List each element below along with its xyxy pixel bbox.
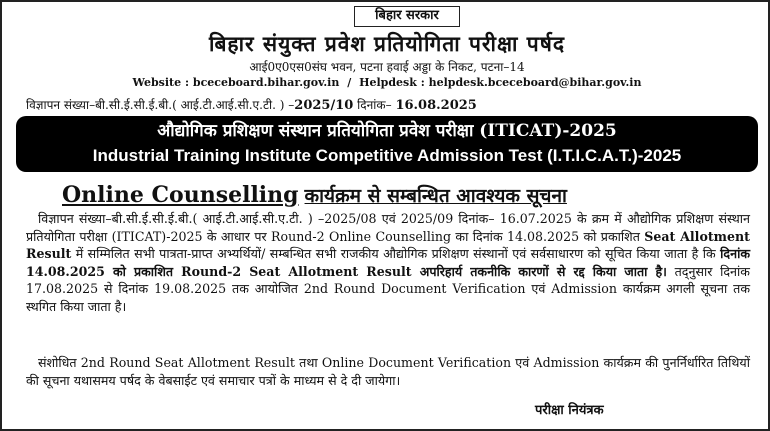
advt-number: 2025/10 <box>294 98 354 113</box>
board-name: बिहार संयुक्त प्रवेश प्रतियोगिता परीक्षा पर्षद <box>209 31 565 56</box>
helpdesk-label: Helpdesk : <box>359 76 425 89</box>
para1-bold-1: Seat Allotment Result <box>26 228 750 261</box>
para1-text-2: में सम्मिलित सभी पात्रता-प्राप्त अभ्यर्थियों/ सम्बन्धित सभी राजकीय औद्योगिक प्रशिक्षण संस्थानों एवं सर्वसाधारण को सूचित किया जाता है कि <box>71 246 721 261</box>
para1-bold-2: दिनांक 14.08.2025 को प्रकाशित Round-2 Seat Allotment Result अपरिहार्य तकनीकि कारणों से रद्द किया जाता है। <box>26 246 750 279</box>
notice-paragraph-1 <box>26 210 750 315</box>
para1-text-1: विज्ञापन संख्या–बी.सी.ई.सी.ई.बी.( आई.टी.आई.सी.ए.टी. ) –2025/08 एवं 2025/09 दिनांक– 16.07.2025 के क्रम में औद्योगिक प्रशिक्षण संस्थान प्रतियोगिता परीक्षा (ITICAT)-2025 के आधार पर Round-2 Online Counselling का दिनांक 14.08.2025 को प्रकाशित <box>26 211 750 244</box>
exam-title-banner <box>16 116 758 172</box>
notice-heading-english: Online Counselling <box>62 182 299 208</box>
para2-text: संशोधित 2nd Round Seat Allotment Result तथा Online Document Verification एवं Admission कार्यक्रम की पुनर्निर्धारित तिथियों की सूचना यथासमय पर्षद के वेबसाईट एवं समाचार पत्रों के माध्यम से दे दी जायेगा। <box>26 355 750 388</box>
contact-line <box>2 76 770 89</box>
advt-date: 16.08.2025 <box>395 98 477 113</box>
para1-text-3: तद्नुसार दिनांक 17.08.2025 से दिनांक 19.08.2025 तक आयोजित 2nd Round Document Verification एवं Admission कार्यक्रम अगली सूचना तक स्थगित किया जाता है। <box>26 263 750 314</box>
notice-paragraph-2 <box>26 354 750 389</box>
board-address: आई0ए0एस0संघ भवन, पटना हवाई अड्डा के निकट, पटना–14 <box>249 60 525 74</box>
banner-hindi-title: औद्योगिक प्रशिक्षण संस्थान प्रतियोगिता प्रवेश परीक्षा (ITICAT)-2025 <box>157 121 617 141</box>
notice-heading <box>62 182 567 208</box>
helpdesk-email[interactable]: helpdesk.bceceboard@bihar.gov.in <box>428 76 642 89</box>
government-label: बिहार सरकार <box>354 6 460 27</box>
advt-date-label: दिनांक– <box>357 98 392 112</box>
notice-heading-hindi: कार्यक्रम से सम्बन्धित आवश्यक सूचना <box>304 185 567 207</box>
banner-english-title: Industrial Training Institute Competitive Admission Test (I.T.I.C.A.T.)-2025 <box>92 146 682 165</box>
website-label: Website : <box>132 76 190 89</box>
advertisement-line <box>26 96 477 113</box>
advt-prefix: विज्ञापन संख्या–बी.सी.ई.सी.ई.बी.( आई.टी.आई.सी.ए.टी. ) – <box>26 98 295 112</box>
contact-separator: / <box>347 76 352 89</box>
signature-designation: परीक्षा नियंत्रक <box>535 403 604 418</box>
website-link[interactable]: bceceboard.bihar.gov.in <box>192 76 340 89</box>
